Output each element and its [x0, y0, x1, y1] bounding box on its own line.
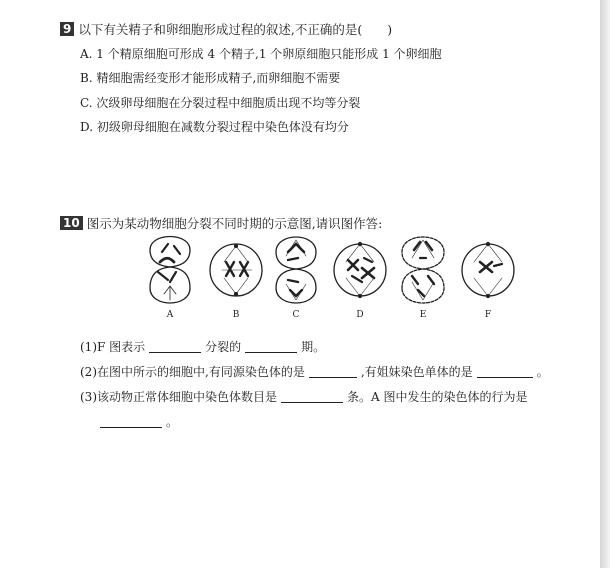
cell-diagrams — [140, 232, 520, 312]
question-10-number: 10 — [60, 216, 83, 230]
sub1-text-c: 期。 — [301, 340, 326, 354]
question-10-text: 图示为某动物细胞分裂不同时期的示意图,请识图作答: — [86, 216, 383, 231]
cell-division-figures — [140, 232, 520, 322]
cell-e — [402, 237, 444, 303]
sub1-blank-2[interactable] — [245, 340, 297, 353]
cell-c — [276, 237, 316, 303]
question-9-option-d: D. 初级卵母细胞在减数分裂过程中染色体没有均分 — [80, 120, 349, 134]
cell-a — [150, 237, 190, 304]
sub2-text-c: 。 — [536, 365, 549, 379]
page-edge-shadow — [600, 0, 610, 568]
sub3-text-b: 条。A 图中发生的染色体的行为是 — [347, 390, 528, 404]
cell-label-a: A — [166, 310, 174, 320]
cell-label-f: F — [484, 310, 492, 320]
cell-d — [334, 243, 386, 298]
question-10-stem — [60, 214, 382, 232]
sub3-blank-2[interactable] — [100, 415, 162, 428]
question-9-stem — [60, 20, 392, 38]
sub3-text-a: (3)该动物正常体细胞中染色体数目是 — [80, 390, 277, 404]
cell-label-b: B — [232, 310, 240, 320]
sub3-blank-1[interactable] — [281, 390, 343, 403]
question-10-sub-3 — [80, 388, 527, 405]
sub2-text-b: ,有姐妹染色单体的是 — [360, 365, 473, 379]
sub2-blank-2[interactable] — [477, 365, 533, 378]
question-10-sub-1 — [80, 338, 325, 355]
question-9-option-a: A. 1 个精原细胞可形成 4 个精子,1 个卵原细胞只能形成 1 个卵细胞 — [80, 47, 442, 61]
cell-label-e: E — [419, 310, 427, 320]
sub1-text-a: (1)F 图表示 — [80, 340, 146, 354]
sub1-text-b: 分裂的 — [205, 340, 242, 354]
cell-label-d: D — [356, 310, 364, 320]
question-9-text: 以下有关精子和卵细胞形成过程的叙述,不正确的是( ) — [78, 22, 393, 37]
question-9-option-c: C. 次级卵母细胞在分裂过程中细胞质出现不均等分裂 — [80, 96, 361, 110]
sub1-blank-1[interactable] — [149, 340, 201, 353]
question-9-number: 9 — [60, 22, 74, 36]
question-9-option-b: B. 精细胞需经变形才能形成精子,而卵细胞不需要 — [80, 71, 341, 85]
question-10-sub-3-cont — [100, 413, 178, 430]
sub3-text-c: 。 — [166, 415, 179, 429]
question-10-sub-2 — [80, 363, 549, 380]
sub2-blank-1[interactable] — [309, 365, 357, 378]
cell-f — [462, 243, 514, 298]
cell-b — [210, 244, 262, 296]
cell-label-c: C — [292, 310, 300, 320]
sub2-text-a: (2)在图中所示的细胞中,有同源染色体的是 — [80, 365, 305, 379]
